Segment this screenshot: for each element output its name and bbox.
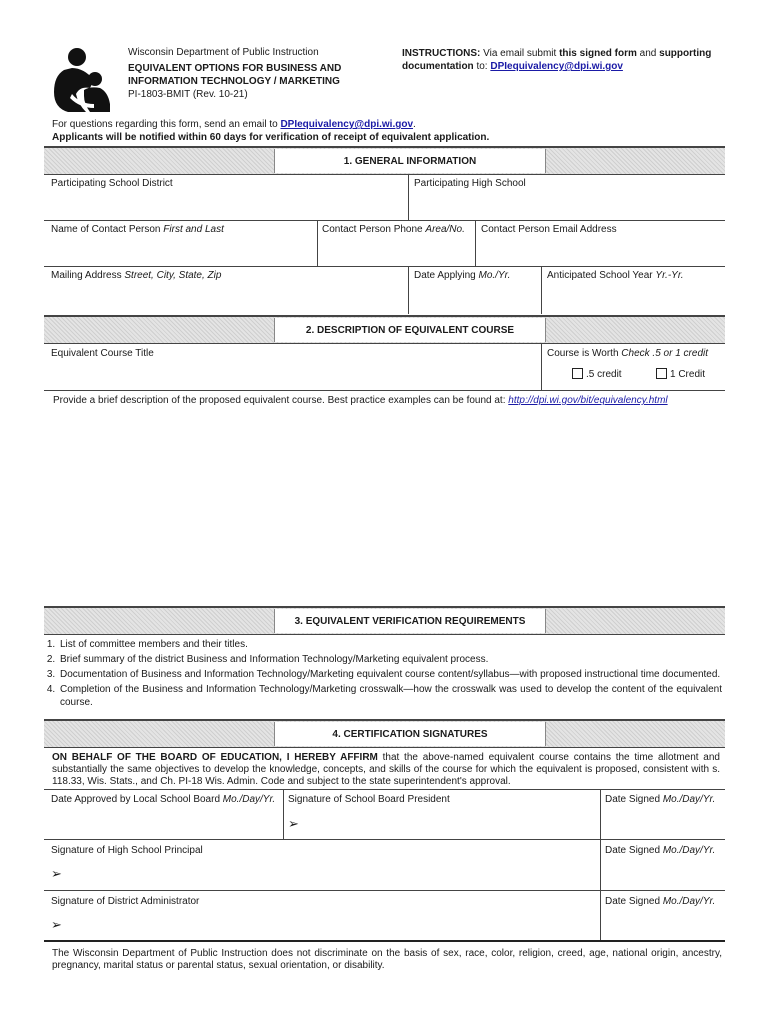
section2-header	[44, 315, 725, 344]
dpi-logo	[50, 46, 116, 114]
list-item: 3. Documentation of Business and Information Technology/Marketing equivalent course content/syllabus—with proposed instructional time documented.	[58, 668, 722, 681]
administrator-signature-field[interactable]	[68, 913, 593, 937]
questions-text: For questions regarding this form, send an email to	[52, 119, 281, 130]
list-item: 2. Brief summary of the district Business and Information Technology/Marketing equivalent process.	[58, 653, 722, 666]
notification-notice: Applicants will be notified within 60 days for verification of receipt of equivalent application.	[52, 132, 490, 143]
contact-name-label: Name of Contact Person First and Last	[51, 224, 224, 235]
one-credit-option[interactable]: 1 Credit	[656, 368, 705, 380]
course-title-label: Equivalent Course Title	[51, 348, 154, 359]
high-school-label: Participating High School	[414, 178, 526, 189]
contact-phone-label: Contact Person Phone Area/No.	[322, 224, 465, 235]
date-approved-label: Date Approved by Local School Board Mo./Day/Yr.	[51, 794, 276, 805]
administrator-signature-label: Signature of District Administrator	[51, 896, 200, 907]
best-practice-link[interactable]: http://dpi.wi.gov/bit/equivalency.html	[508, 395, 668, 406]
contact-email-label: Contact Person Email Address	[481, 224, 617, 235]
half-credit-option[interactable]: .5 credit	[572, 368, 622, 380]
mailing-address-label: Mailing Address Street, City, State, Zip	[51, 270, 222, 281]
list-item: 1. List of committee members and their titles.	[58, 638, 722, 651]
affirmation-text: ON BEHALF OF THE BOARD OF EDUCATION, I HEREBY AFFIRM that the above-named equivalent course contains the time allotment and substantially the same objectives to develop the knowledge, concepts, and skills of the course for which the equivalent is proposed, consistent with s. 118.33, Wis. Stats., and Ch. PI-18 Wis. Admin. Code and subject to the state superintendent's approval.	[52, 752, 720, 787]
section1-title: 1. GENERAL INFORMATION	[274, 149, 546, 173]
section2-title: 2. DESCRIPTION OF EQUIVALENT COURSE	[274, 318, 546, 342]
date-signed-label: Date Signed Mo./Day/Yr.	[605, 896, 716, 907]
section4-title: 4. CERTIFICATION SIGNATURES	[274, 722, 546, 746]
section1-header	[44, 146, 725, 175]
instructions: INSTRUCTIONS: Via email submit this signed form and supporting documentation to: DPIequivalency@dpi.wi.gov	[402, 48, 712, 72]
section3-header	[44, 606, 725, 635]
president-signature-label: Signature of School Board President	[288, 794, 450, 805]
school-year-label: Anticipated School Year Yr.-Yr.	[547, 270, 684, 281]
date-signed-label: Date Signed Mo./Day/Yr.	[605, 845, 716, 856]
requirements-list	[36, 638, 722, 709]
arrow-icon: ➢	[288, 816, 299, 831]
course-worth-label: Course is Worth Check .5 or 1 credit	[547, 348, 709, 359]
date-signed-label: Date Signed Mo./Day/Yr.	[605, 794, 716, 805]
half-credit-checkbox[interactable]	[572, 368, 583, 379]
arrow-icon: ➢	[51, 917, 62, 932]
arrow-icon: ➢	[51, 866, 62, 881]
instructions-email-link[interactable]: DPIequivalency@dpi.wi.gov	[490, 61, 623, 72]
date-applying-label: Date Applying Mo./Yr.	[414, 270, 511, 281]
questions-email-link[interactable]: DPIequivalency@dpi.wi.gov	[280, 119, 414, 130]
one-credit-checkbox[interactable]	[656, 368, 667, 379]
form-title-line2: INFORMATION TECHNOLOGY / MARKETING	[128, 76, 340, 87]
president-signature-field[interactable]	[305, 812, 595, 836]
principal-signature-field[interactable]	[68, 862, 593, 886]
form-title-line1: EQUIVALENT OPTIONS FOR BUSINESS AND	[128, 63, 342, 74]
section3-title: 3. EQUIVALENT VERIFICATION REQUIREMENTS	[274, 609, 546, 633]
nondiscrimination-statement: The Wisconsin Department of Public Instruction does not discriminate on the basis of sex, race, color, religion, creed, age, national origin, ancestry, pregnancy, marital status or parental status, sexual orientation, or disability.	[52, 948, 722, 971]
district-label: Participating School District	[51, 178, 173, 189]
description-area[interactable]	[44, 408, 725, 606]
list-item: 4. Completion of the Business and Information Technology/Marketing crosswalk—how the crosswalk was used to develop the content of the equivalent course.	[58, 683, 722, 709]
section4-header	[44, 719, 725, 748]
principal-signature-label: Signature of High School Principal	[51, 845, 203, 856]
agency-name: Wisconsin Department of Public Instruction	[128, 47, 319, 58]
description-prompt: Provide a brief description of the proposed equivalent course. Best practice examples can be found at: http://dpi.wi.gov/bit/equivalency.html	[53, 395, 668, 406]
form-id: PI-1803-BMIT (Rev. 10-21)	[128, 89, 248, 100]
